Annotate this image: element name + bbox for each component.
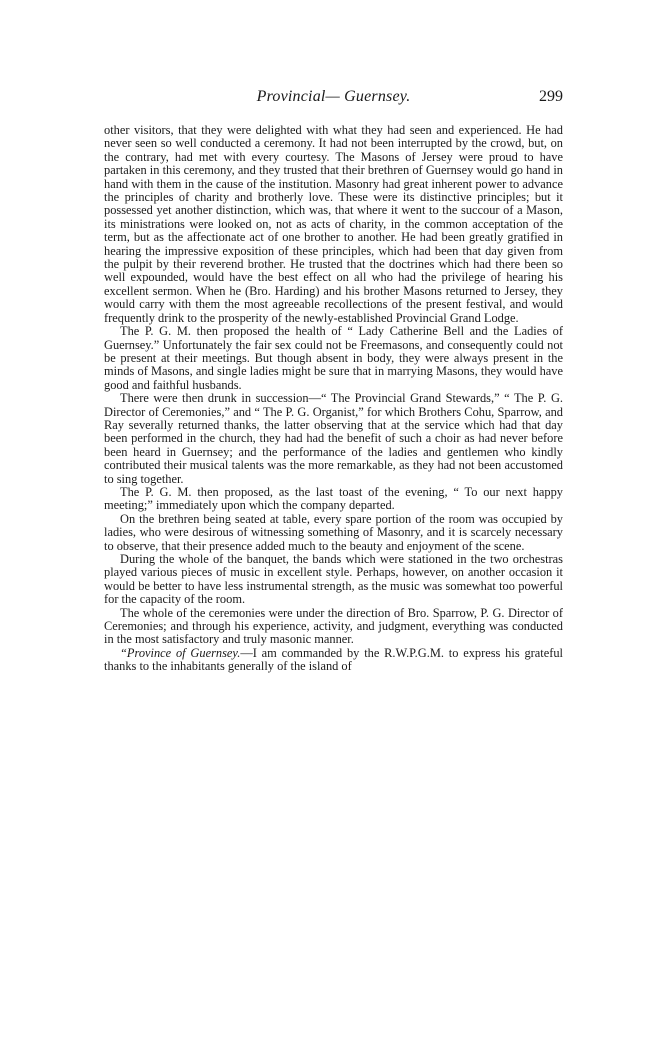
paragraph: other visitors, that they were delighted with what they had seen and experienced. He had never seen so well conducted a ceremony. It had not been interrupted by the crowd, but, on the contrary, had met with every courtesy. The Masons of Jersey were proud to have partaken in this ceremony, and they trusted that their brethren of Guernsey would go hand in hand with them in the cause of the institution. Masonry had great inherent power to advance the principles of charity and brotherly love. These were its distinctive principles; but it possessed yet another distinction, which was, that where it went to the succour of a Mason, its ministrations were looked on, not as acts of charity, in the common acceptation of the term, but as the affectionate act of one brother to another. He had been greatly gratified in hearing the impressive exposition of these principles, which had been that day given from the pulpit by their reverend brother. He trusted that the doctrines which had there been so well expounded, would have the best effect on all who had the privilege of hearing his excellent sermon. When he (Bro. Harding) and his brother Masons returned to Jersey, they would carry with them the most agreeable recollections of the present festival, and would frequently drink to the prosperity of the newly-established Provincial Grand Lodge. — [104, 123, 563, 325]
running-head: Provincial— Guernsey. — [256, 88, 411, 105]
body-text — [104, 124, 563, 674]
page-number: 299 — [539, 88, 563, 105]
page-header — [104, 88, 563, 114]
notice-lead: “Province of Guernsey. — [120, 645, 241, 660]
notice-text: —I am commanded by the R.W.P.G.M. to express his grateful thanks to the inhabitants generally of the island of — [104, 645, 563, 674]
paragraph: During the whole of the banquet, the bands which were stationed in the two orchestras played various pieces of music in excellent style. Perhaps, however, on another occasion it would be better to have less instrumental strength, as the music was somewhat too powerful for the capacity of the room. — [104, 552, 563, 607]
paragraph: On the brethren being seated at table, every spare portion of the room was occupied by ladies, who were desirous of witnessing something of Masonry, and it is scarcely necessary to observe, that their presence added much to the beauty and enjoyment of the scene. — [104, 511, 563, 553]
paragraph: The whole of the ceremonies were under the direction of Bro. Sparrow, P. G. Director of Ceremonies; and through his experience, activity, and judgment, everything was conducted in the most satisfactory and truly masonic manner. — [104, 605, 563, 647]
paragraph: There were then drunk in succession—“ The Provincial Grand Stewards,” “ The P. G. Director of Ceremonies,” and “ The P. G. Organist,” for which Brothers Cohu, Sparrow, and Ray severally returned thanks, the latter observing that at the service which had that day been performed in the church, they had had the benefit of such a choir as had never before been heard in Guernsey; and the performance of the ladies and gentlemen who kindly contributed their musical talents was the more remarkable, as they had not been accustomed to sing together. — [104, 391, 563, 486]
paragraph: The P. G. M. then proposed the health of “ Lady Catherine Bell and the Ladies of Guernsey.” Unfortunately the fair sex could not be Freemasons, and consequently could not be present at their meetings. But though absent in body, they were always present in the minds of Masons, and single ladies might be sure that in marrying Masons, they would have good and faithful husbands. — [104, 324, 563, 392]
paragraph: The P. G. M. then proposed, as the last toast of the evening, “ To our next happy meeting;” immediately upon which the company departed. — [104, 484, 563, 513]
province-notice — [104, 647, 563, 674]
